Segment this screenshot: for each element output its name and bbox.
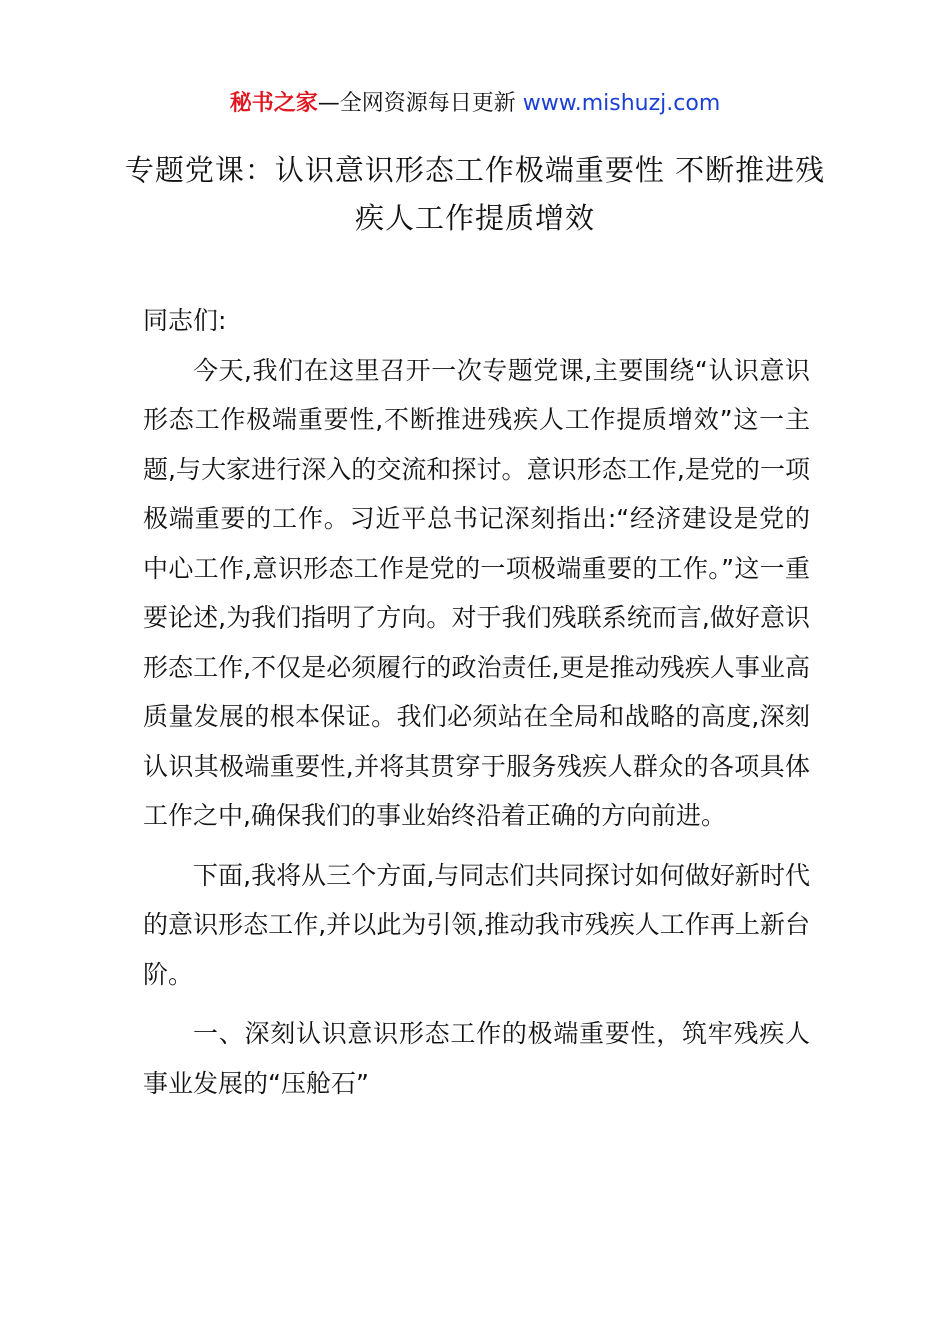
site-brand: 秘书之家: [229, 91, 318, 116]
site-tagline: —全网资源每日更新: [317, 91, 523, 116]
document-title: 专题党课：认识意识形态工作极端重要性 不断推进残疾人工作提质增效: [124, 153, 826, 235]
body-paragraph-1: 今天,我们在这里召开一次专题党课,主要围绕“认识意识形态工作极端重要性,不断推进残疾人工作提质增效”这一主题,与大家进行深入的交流和探讨。意识形态工作,是党的一项极端重要的工作。习近平总书记深刻指出:“经济建设是党的中心工作,意识形态工作是党的一项极端重要的工作。”这一重要论述,为我们指明了方向。对于我们残联系统而言,做好意识形态工作,不仅是必须履行的政治责任,更是推动残疾人事业高质量发展的根本保证。我们必须站在全局和战略的高度,深刻认识其极端重要性,并将其贯穿于服务残疾人群众的各项具体工作之中,确保我们的事业始终沿着正确的方向前进。: [143, 355, 810, 830]
site-header: [0, 88, 950, 120]
body-paragraph-2: 下面,我将从三个方面,与同志们共同探讨如何做好新时代的意识形态工作,并以此为引领,推动我市残疾人工作再上新台阶。: [143, 860, 810, 989]
site-url[interactable]: www.mishuzj.com: [522, 91, 721, 116]
salutation: 同志们:: [143, 306, 227, 335]
section-heading-1: 一、深刻认识意识形态工作的极端重要性，筑牢残疾人事业发展的“压舱石”: [143, 1019, 810, 1098]
document-body: [143, 296, 810, 1108]
